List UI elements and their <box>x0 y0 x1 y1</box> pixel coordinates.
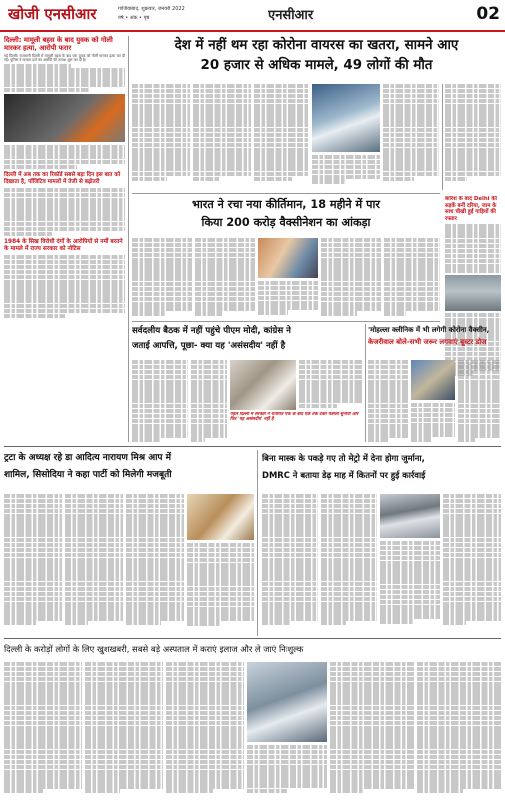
left-story1-title: दिल्ली: मामूली बहस के बाद युवक को गोली मारकर हत्या, आरोपी फरार <box>4 36 113 52</box>
vaccination-col3 <box>258 281 318 318</box>
hospital-col6 <box>417 662 501 796</box>
kejriwal-col1 <box>368 360 408 442</box>
all-party-headline-line2: जताई आपत्ति, पूछा- क्या यह 'असंसदीय' नहीं है <box>132 341 286 351</box>
left-story2-title: दिल्ली में अब तक का रिकॉर्ड सबसे बड़ा दिन इस बात को दिखाता है, पॉजिटिव मामलों में तेजी से बढ़ोतरी <box>4 172 121 185</box>
kejriwal-col3 <box>458 360 501 442</box>
page-number: 02 <box>476 4 500 24</box>
hospital-col1 <box>4 662 82 796</box>
masthead <box>0 0 505 32</box>
left-story1-text: नई दिल्ली। राजधानी दिल्ली में मामूली बहस के बाद एक युवक को गोली मारकर हत्या कर दी गई। पुलिस ने मामला दर्ज कर आरोपी की तलाश शुरू कर दी है। <box>4 54 125 63</box>
right-column-top <box>445 84 501 190</box>
hospital-col3 <box>166 662 244 796</box>
hospital-story-headline: दिल्ली के करोड़ों लोगों के लिए खुशखबरी, सबसे बड़े अस्पताल में कराएं इलाज और ले जाएं निःशुल्क <box>4 644 304 654</box>
left-story1-body2 <box>4 145 125 169</box>
main-headline-line1: देश में नहीं थम रहा कोरोना वायरस का खतरा, सामने आए <box>174 38 459 53</box>
aap-col2 <box>65 494 123 630</box>
kejriwal-headline-line2: केजरीवाल बोले-सभी जरूर लगवाएं बूस्टर डोज <box>368 338 487 346</box>
all-party-meeting-headline <box>132 324 362 358</box>
masthead-line1: गाजियाबाद, शुक्रवार, जनवरी 2022 <box>118 6 185 12</box>
dmrc-headline <box>262 450 501 490</box>
section-label: एनसीआर <box>268 8 314 23</box>
aap-joining-headline <box>4 450 254 490</box>
kejriwal-headline <box>368 324 501 358</box>
ppe-health-worker-photo <box>312 84 380 152</box>
kejriwal-photo <box>411 360 455 400</box>
corona-story-col1 <box>132 84 190 190</box>
all-party-caption: पहले दिल्ली में सरकार ने रातोंरात एक के बाद एक तर्क देकर फैसला सुनाया और फिर 'यह असंसदीय' नहीं है <box>230 412 359 423</box>
vaccination-col2 <box>195 238 255 318</box>
masthead-logo: खोजी एनसीआर <box>8 5 97 23</box>
flooded-road-photo <box>445 275 501 311</box>
vaccination-headline <box>132 196 440 234</box>
hospital-photo <box>247 662 327 742</box>
dmrc-headline-line1: बिना मास्क के पकड़े गए तो मेट्रो में देना होगा जुर्माना, <box>262 453 425 463</box>
dmrc-col2 <box>321 494 377 630</box>
dmrc-col4 <box>443 494 501 630</box>
left-story3-title: 1984 के सिख विरोधी दंगों के आरोपियों से नर्मी बरतने के मामले में राज्य सरकार को नोटिस <box>4 239 123 253</box>
corona-story-col3 <box>254 84 308 190</box>
left-story2-body <box>4 188 125 236</box>
dmrc-col3 <box>380 541 440 630</box>
aap-joining-headline-line1: ट्रटा के अध्यक्ष रहे डा आदित्य नारायण मिश्र आप में <box>4 453 172 463</box>
hospital-col5 <box>330 662 414 796</box>
left-story1-body <box>4 64 125 93</box>
all-party-col1 <box>132 360 188 442</box>
aap-joining-headline-line2: शामिल, सिसोदिया ने कहा पार्टी को मिलेगी मजबूती <box>4 470 172 480</box>
vaccination-headline-line1: भारत ने रचा नया कीर्तिमान, 18 महीने में पार <box>192 198 380 211</box>
corona-story-col4 <box>312 155 380 190</box>
aap-col1 <box>4 494 62 630</box>
vaccination-col4 <box>321 238 381 318</box>
masthead-line2: वर्ष • अंक • पृष्ठ <box>118 15 150 21</box>
vaccination-col5 <box>384 238 440 318</box>
all-party-col2 <box>191 360 227 442</box>
metro-train-photo <box>380 494 440 538</box>
sisodia-photo <box>187 494 254 540</box>
left-story3-body <box>4 255 125 318</box>
aap-col3 <box>126 494 184 630</box>
vaccination-photo <box>258 238 318 278</box>
dmrc-col1 <box>262 494 318 630</box>
all-party-headline-line1: सर्वदलीय बैठक में नहीं पहुंचे पीएम मोदी, कांग्रेस ने <box>132 326 291 336</box>
dmrc-headline-line2: DMRC ने बताया डेढ़ माह में कितनों पर हुई कार्रवाई <box>262 470 426 480</box>
corona-story-col5 <box>383 84 439 190</box>
minister-photo <box>230 360 296 410</box>
main-headline <box>132 36 501 80</box>
aap-col4 <box>187 543 254 630</box>
left-column <box>4 36 125 442</box>
vaccination-headline-line2: किया 200 करोड़ वैक्सीनेशन का आंकड़ा <box>201 216 371 229</box>
kejriwal-col2 <box>411 403 455 442</box>
rain-story-title: बारिश के बाद Delhi की सड़कें बनीं दरिया, जाम के साथ चीखी हुईं गाड़ियों की रफ्तार <box>445 196 497 222</box>
corona-story-col2 <box>193 84 251 190</box>
main-headline-line2: 20 हजार से अधिक मामले, 49 लोगों की मौत <box>200 58 433 73</box>
gun-photo <box>4 94 125 142</box>
vaccination-col1 <box>132 238 192 318</box>
kejriwal-headline-line1: 'मोहल्ला क्लीनिक में भी लगेगी कोरोना वैक्सीन, <box>368 326 490 334</box>
hospital-col2 <box>85 662 163 796</box>
all-party-col3 <box>299 360 362 410</box>
hospital-col4 <box>247 745 327 796</box>
